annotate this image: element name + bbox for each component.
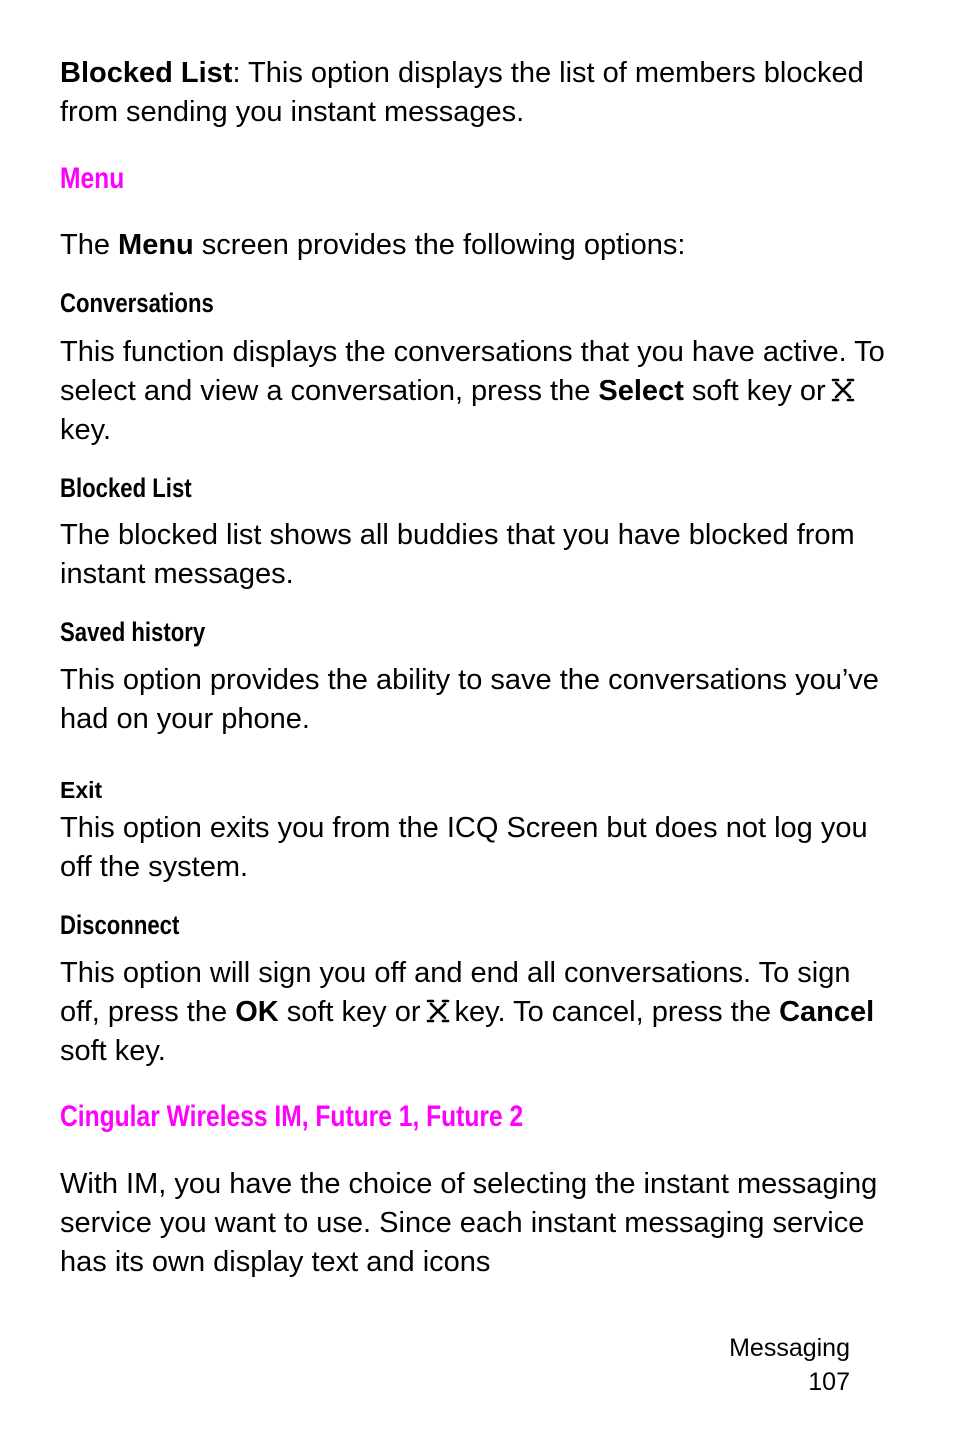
intro-text: : This option displays the list of members blocked from sending you instant messages. bbox=[60, 57, 864, 128]
cingular-paragraph: With IM, you have the choice of selecting the instant messaging service you want to use. Since each instant messaging service has its own display text and icons bbox=[60, 1168, 878, 1278]
disconnect-text-post: soft key. bbox=[60, 1035, 166, 1067]
exit-paragraph: This option exits you from the ICQ Screen but does not log you off the system. bbox=[60, 812, 868, 883]
conversations-term: Select bbox=[598, 375, 684, 407]
intro-paragraph bbox=[60, 54, 890, 132]
cingular-heading: Cingular Wireless IM, Future 1, Future 2 bbox=[60, 1100, 524, 1133]
menu-intro-term: Menu bbox=[118, 229, 194, 261]
disconnect-term-ok: OK bbox=[235, 996, 279, 1028]
footer-page-number: 107 bbox=[808, 1368, 850, 1396]
exit-heading: Exit bbox=[60, 777, 103, 803]
menu-heading: Menu bbox=[60, 162, 125, 195]
saved-history-paragraph: This option provides the ability to save the conversations you’ve had on your phone. bbox=[60, 664, 879, 735]
disconnect-term-cancel: Cancel bbox=[779, 996, 875, 1028]
conversations-text-mid: soft key or bbox=[683, 375, 826, 407]
conversations-text-post: key. bbox=[60, 414, 112, 446]
saved-history-heading: Saved history bbox=[60, 617, 206, 647]
conversations-text-pre: This function displays the conversations that you have active. To select and view a conversation, press the bbox=[60, 336, 885, 407]
conversations-paragraph bbox=[60, 333, 890, 450]
disconnect-text-pre: This option will sign you off and end all conversations. To sign off, press the bbox=[60, 957, 851, 1028]
nav-key-icon bbox=[425, 998, 451, 1024]
intro-term: Blocked List bbox=[60, 57, 233, 89]
page-footer bbox=[729, 1331, 850, 1399]
disconnect-text-mid2: key. To cancel, press the bbox=[454, 996, 780, 1028]
footer-section-name: Messaging bbox=[729, 1334, 850, 1362]
menu-intro-paragraph bbox=[60, 226, 890, 265]
nav-key-icon bbox=[830, 377, 856, 403]
menu-intro-post: screen provides the following options: bbox=[193, 229, 686, 261]
disconnect-paragraph bbox=[60, 954, 890, 1071]
disconnect-heading: Disconnect bbox=[60, 910, 180, 940]
blocked-list-heading: Blocked List bbox=[60, 473, 192, 503]
disconnect-text-mid: soft key or bbox=[278, 996, 421, 1028]
menu-intro-pre: The bbox=[60, 229, 119, 261]
blocked-list-paragraph: The blocked list shows all buddies that you have blocked from instant messages. bbox=[60, 519, 855, 590]
conversations-heading: Conversations bbox=[60, 288, 214, 318]
